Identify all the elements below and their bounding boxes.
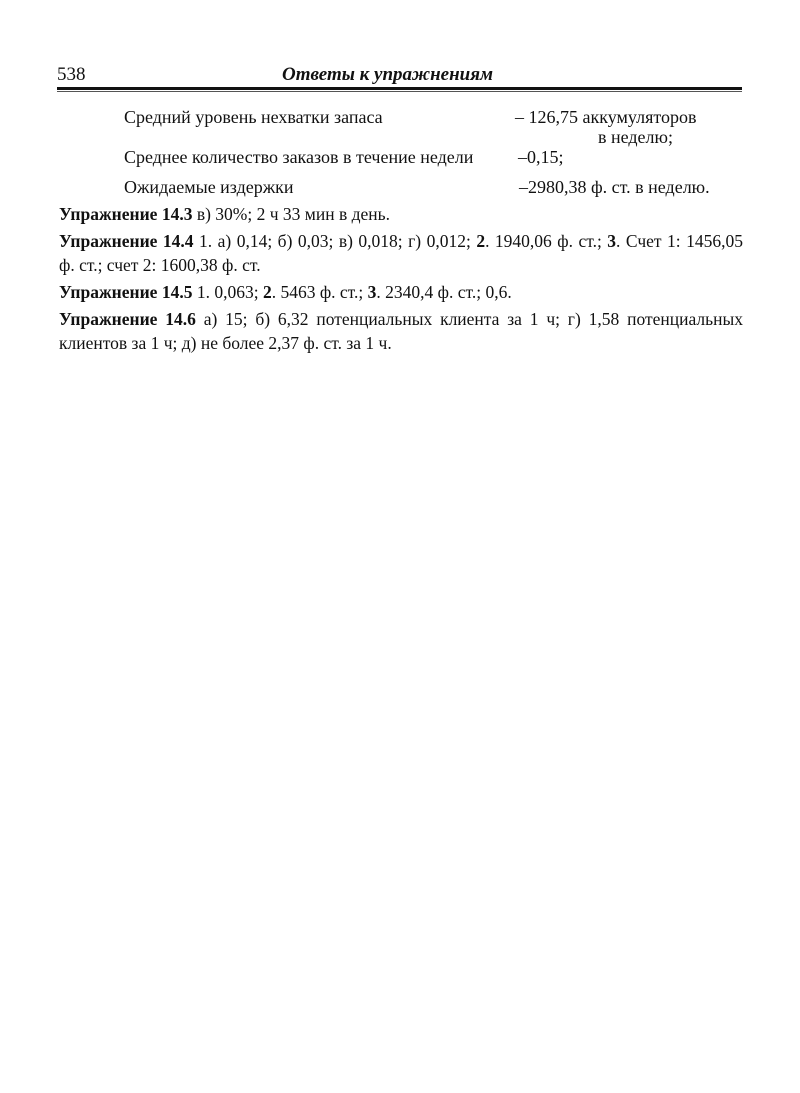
- page-number: 538: [57, 64, 86, 85]
- answers-list: [59, 202, 743, 358]
- exercise-label: Упражнение 14.3: [59, 204, 193, 224]
- answer-14-6: [59, 307, 743, 355]
- part-number: 2: [476, 231, 486, 251]
- summary-value: – 126,75 аккумуляторов: [515, 107, 697, 127]
- answer-14-4: [59, 229, 743, 277]
- summary-label: Среднее количество заказов в течение недели: [124, 147, 474, 167]
- summary-value: –2980,38 ф. ст. в неделю.: [519, 177, 710, 197]
- header-rule-thin: [57, 91, 742, 92]
- answer-text: 1. а) 0,14; б) 0,03; в) 0,018; г) 0,012;: [193, 231, 477, 251]
- summary-value-continuation: в неделю;: [598, 127, 673, 147]
- part-number: 3: [607, 231, 617, 251]
- answer-14-3: [59, 202, 743, 226]
- page-header: [57, 63, 741, 89]
- answer-text: . 5463 ф. ст.;: [271, 282, 368, 302]
- answer-text: 1. 0,063;: [192, 282, 263, 302]
- running-title: Ответы к упражнениям: [282, 64, 494, 85]
- summary-label: Ожидаемые издержки: [124, 177, 294, 197]
- summary-value: –0,15;: [518, 147, 564, 167]
- exercise-label: Упражнение 14.5: [59, 282, 193, 302]
- part-number: 2: [262, 282, 272, 302]
- header-rule: [57, 87, 742, 90]
- answer-text: а) 15; б) 6,32 потенциальных клиента за 1 ч; г) 1,58 потенциальных клиентов за 1 ч; д) не более 2,37 ф. ст. за 1 ч.: [59, 309, 743, 353]
- answer-text: . 2340,4 ф. ст.; 0,6.: [376, 282, 512, 302]
- answer-14-5: [59, 280, 743, 304]
- part-number: 3: [367, 282, 377, 302]
- answer-text: . 1940,06 ф. ст.;: [485, 231, 608, 251]
- answer-text: в) 30%; 2 ч 33 мин в день.: [192, 204, 390, 224]
- answer-text: . Счет 1: 1456,05 ф. ст.; счет 2: 1600,38 ф. ст.: [59, 231, 743, 275]
- exercise-label: Упражнение 14.6: [59, 309, 196, 329]
- summary-label: Средний уровень нехватки запаса: [124, 107, 383, 127]
- exercise-label: Упражнение 14.4: [59, 231, 194, 251]
